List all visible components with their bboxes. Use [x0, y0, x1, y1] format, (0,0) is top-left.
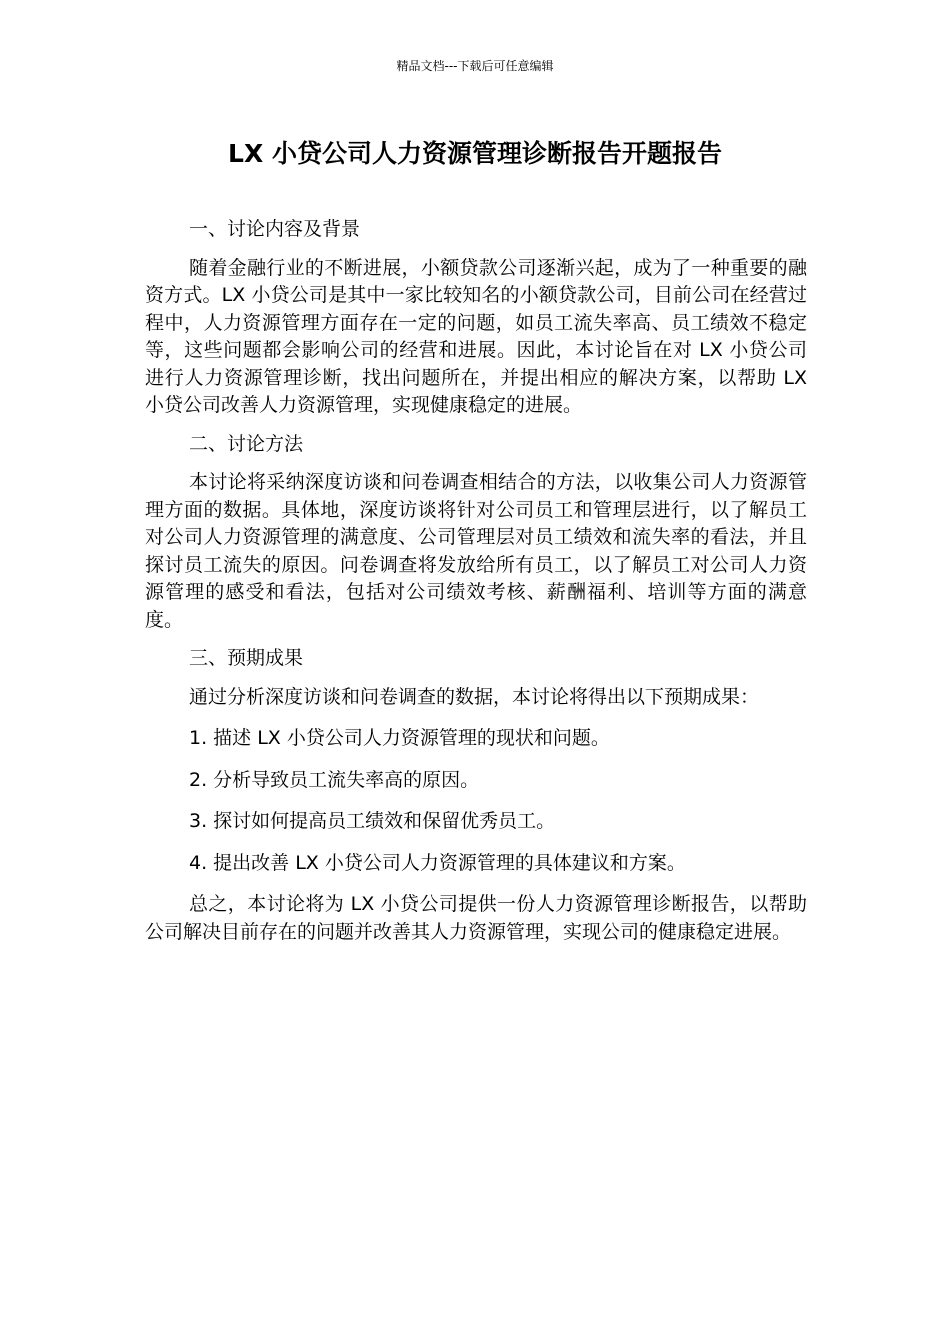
list-item: 2. 分析导致员工流失率高的原因。 — [189, 768, 480, 791]
section-heading-research-method: 二、讨论方法 — [189, 432, 304, 455]
paragraph-method: 本讨论将采纳深度访谈和问卷调查相结合的方法，以收集公司人力资源管理方面的数据。具体地，深度访谈将针对公司员工和管理层进行，以了解员工对公司人力资源管理的满意度、公司管理层对员工绩效和流失率的看法，并且探讨员工流失的原因。问卷调查将发放给所有员工，以了解员工对公司人力资源管理的感受和看法，包括对公司绩效考核、薪酬福利、培训等方面的满意度。 — [145, 471, 807, 631]
paragraph-conclusion: 总之，本讨论将为 LX 小贷公司提供一份人力资源管理诊断报告，以帮助公司解决目前存在的问题并改善其人力资源管理，实现公司的健康稳定进展。 — [145, 893, 807, 943]
section-heading-expected-results: 三、预期成果 — [189, 647, 304, 669]
list-item: 4. 提出改善 LX 小贷公司人力资源管理的具体建议和方案。 — [189, 851, 686, 874]
paragraph-results-intro: 通过分析深度访谈和问卷调查的数据，本讨论将得出以下预期成果： — [189, 685, 760, 708]
page-header: 精品文档---下载后可任意编辑 — [396, 59, 554, 73]
section-heading-research-content: 一、讨论内容及背景 — [189, 218, 361, 240]
list-item: 3. 探讨如何提高员工绩效和保留优秀员工。 — [189, 810, 556, 832]
paragraph-background: 随着金融行业的不断进展，小额贷款公司逐渐兴起，成为了一种重要的融资方式。LX 小贷公司是其中一家比较知名的小额贷款公司，目前公司在经营过程中，人力资源管理方面存在一定的问题，如员工流失率高、员工绩效不稳定等，这些问题都会影响公司的经营和进展。因此，本讨论旨在对 LX 小贷公司进行人力资源管理诊断，找出问题所在，并提出相应的解决方案，以帮助 LX 小贷公司改善人力资源管理，实现健康稳定的进展。 — [145, 256, 807, 416]
list-item: 1. 描述 LX 小贷公司人力资源管理的现状和问题。 — [189, 727, 610, 749]
document-body — [145, 216, 807, 946]
document-title: LX 小贷公司人力资源管理诊断报告开题报告 — [228, 139, 722, 168]
